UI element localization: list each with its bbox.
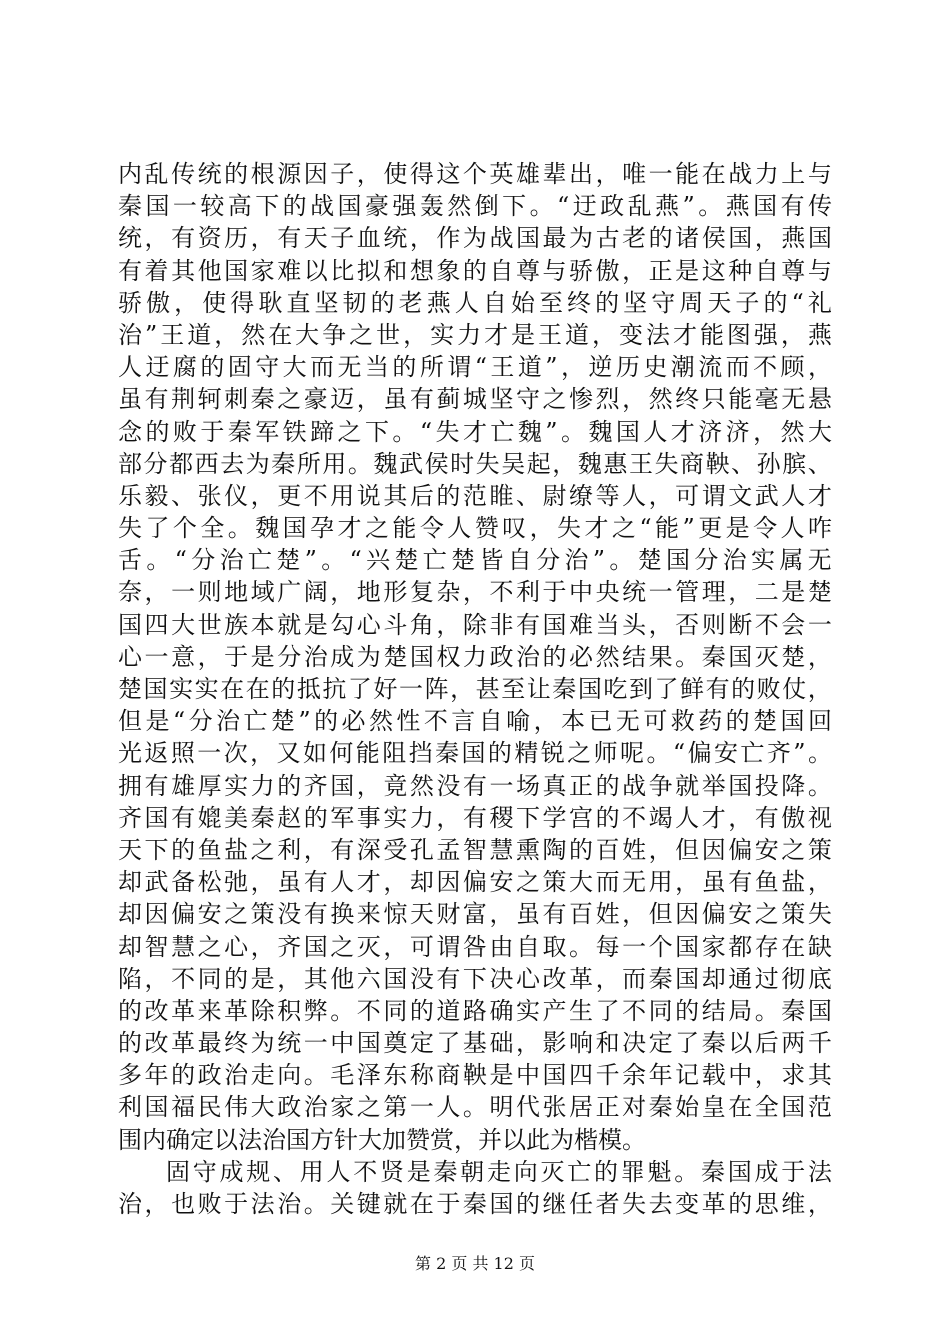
- page-footer: [0, 1254, 950, 1274]
- page-number-label: 第 2 页 共 12 页: [415, 1254, 535, 1273]
- text-line: 的 改 革 来 革 除 积 弊 。 不 同 的 道 路 确 实 产 生 了 不 同 的 结 局 。 秦 国: [118, 996, 832, 1025]
- text-line: 利 国 福 民 伟 大 政 治 家 之 第 一 人 。 明 代 张 居 正 对 秦 始 皇 在 全 国 范: [118, 1093, 832, 1122]
- text-line: 舌 。 “ 分 治 亡 楚 ” 。 “ 兴 楚 亡 楚 皆 自 分 治 ” 。 楚 国 分 治 实 属 无: [118, 546, 832, 575]
- paragraph-1: [118, 158, 832, 1156]
- document-body: [118, 158, 832, 1220]
- text-line: 多 年 的 政 治 走 向 。 毛 泽 东 称 商 鞅 是 中 国 四 千 余 年 记 载 中 ， 求 其: [118, 1061, 832, 1090]
- text-line: 楚 国 实 实 在 在 的 抵 抗 了 好 一 阵 ， 甚 至 让 秦 国 吃 到 了 鲜 有 的 败 仗 ，: [118, 675, 832, 703]
- text-line: 齐 国 有 媲 美 秦 赵 的 军 事 实 力 ， 有 稷 下 学 宫 的 不 竭 人 才 ， 有 傲 视: [118, 803, 832, 832]
- text-line: 秦 国 一 较 高 下 的 战 国 豪 强 轰 然 倒 下 。 “ 迂 政 乱 燕 ” 。 燕 国 有 传: [118, 192, 832, 221]
- text-line: 治 ” 王 道 ， 然 在 大 争 之 世 ， 实 力 才 是 王 道 ， 变 法 才 能 图 强 ， 燕: [118, 320, 832, 349]
- text-line: 部 分 都 西 去 为 秦 所 用 。 魏 武 侯 时 失 吴 起 ， 魏 惠 王 失 商 鞅 、 孙 膑 、: [118, 449, 832, 478]
- text-line: 陷 ， 不 同 的 是 ， 其 他 六 国 没 有 下 决 心 改 革 ， 而 秦 国 却 通 过 彻 底: [118, 964, 832, 993]
- text-line: 乐 毅 、 张 仪 ， 更 不 用 说 其 后 的 范 睢 、 尉 缭 等 人 ， 可 谓 文 武 人 才: [118, 481, 832, 510]
- text-line: 却 因 偏 安 之 策 没 有 换 来 惊 天 财 富 ， 虽 有 百 姓 ， 但 因 偏 安 之 策 失: [118, 900, 832, 929]
- text-line: 围 内 确 定 以 法 治 国 方 针 大 加 赞 赏 ， 并 以 此 为 楷 模 。: [118, 1125, 646, 1154]
- text-line: 治 ， 也 败 于 法 治 。 关 键 就 在 于 秦 国 的 继 任 者 失 去 变 革 的 思 维 ，: [118, 1190, 832, 1218]
- text-line: 却 智 慧 之 心 ， 齐 国 之 灭 ， 可 谓 咎 由 自 取 。 每 一 个 国 家 都 存 在 缺: [118, 932, 832, 961]
- text-line: 内 乱 传 统 的 根 源 因 子 ， 使 得 这 个 英 雄 辈 出 ， 唯 一 能 在 战 力 上 与: [118, 160, 832, 188]
- text-line: 虽 有 荆 轲 刺 秦 之 豪 迈 ， 虽 有 蓟 城 坚 守 之 惨 烈 ， 然 终 只 能 毫 无 悬: [118, 385, 832, 414]
- text-line: 固 守 成 规 、 用 人 不 贤 是 秦 朝 走 向 灭 亡 的 罪 魁 。 秦 国 成 于 法: [166, 1157, 832, 1186]
- text-line: 骄 傲 ， 使 得 耿 直 坚 韧 的 老 燕 人 自 始 至 终 的 坚 守 周 天 子 的 “ 礼: [118, 288, 832, 317]
- text-line: 拥 有 雄 厚 实 力 的 齐 国 ， 竟 然 没 有 一 场 真 正 的 战 争 就 举 国 投 降 。: [118, 771, 832, 800]
- text-line: 有 着 其 他 国 家 难 以 比 拟 和 想 象 的 自 尊 与 骄 傲 ， 正 是 这 种 自 尊 与: [118, 256, 832, 285]
- text-line: 心 一 意 ， 于 是 分 治 成 为 楚 国 权 力 政 治 的 必 然 结 果 。 秦 国 灭 楚 ，: [118, 642, 832, 671]
- paragraph-2: [118, 1156, 832, 1220]
- text-line: 天 下 的 鱼 盐 之 利 ， 有 深 受 孔 孟 智 慧 熏 陶 的 百 姓 ， 但 因 偏 安 之 策: [118, 835, 832, 864]
- text-line: 国 四 大 世 族 本 就 是 勾 心 斗 角 ， 除 非 有 国 难 当 头 ， 否 则 断 不 会 一: [118, 610, 832, 639]
- text-line: 奈 ， 一 则 地 域 广 阔 ， 地 形 复 杂 ， 不 利 于 中 央 统 一 管 理 ， 二 是 楚: [118, 578, 832, 607]
- text-line: 念 的 败 于 秦 军 铁 蹄 之 下 。 “ 失 才 亡 魏 ” 。 魏 国 人 才 济 济 ， 然 大: [118, 417, 832, 446]
- text-line: 统 ， 有 资 历 ， 有 天 子 血 统 ， 作 为 战 国 最 为 古 老 的 诸 侯 国 ， 燕 国: [118, 224, 832, 253]
- text-line: 但 是 “ 分 治 亡 楚 ” 的 必 然 性 不 言 自 喻 ， 本 已 无 可 救 药 的 楚 国 回: [118, 707, 832, 736]
- text-line: 的 改 革 最 终 为 统 一 中 国 奠 定 了 基 础 ， 影 响 和 决 定 了 秦 以 后 两 千: [118, 1029, 832, 1058]
- text-line: 失 了 个 全 。 魏 国 孕 才 之 能 令 人 赞 叹 ， 失 才 之 “ 能 ” 更 是 令 人 咋: [118, 514, 832, 543]
- text-line: 却 武 备 松 弛 ， 虽 有 人 才 ， 却 因 偏 安 之 策 大 而 无 用 ， 虽 有 鱼 盐 ，: [118, 868, 832, 897]
- text-line: 人 迂 腐 的 固 守 大 而 无 当 的 所 谓 “ 王 道 ” ， 逆 历 史 潮 流 而 不 顾 ，: [118, 353, 832, 382]
- text-line: 光 返 照 一 次 ， 又 如 何 能 阻 挡 秦 国 的 精 锐 之 师 呢 。 “ 偏 安 亡 齐 ” 。: [118, 739, 832, 768]
